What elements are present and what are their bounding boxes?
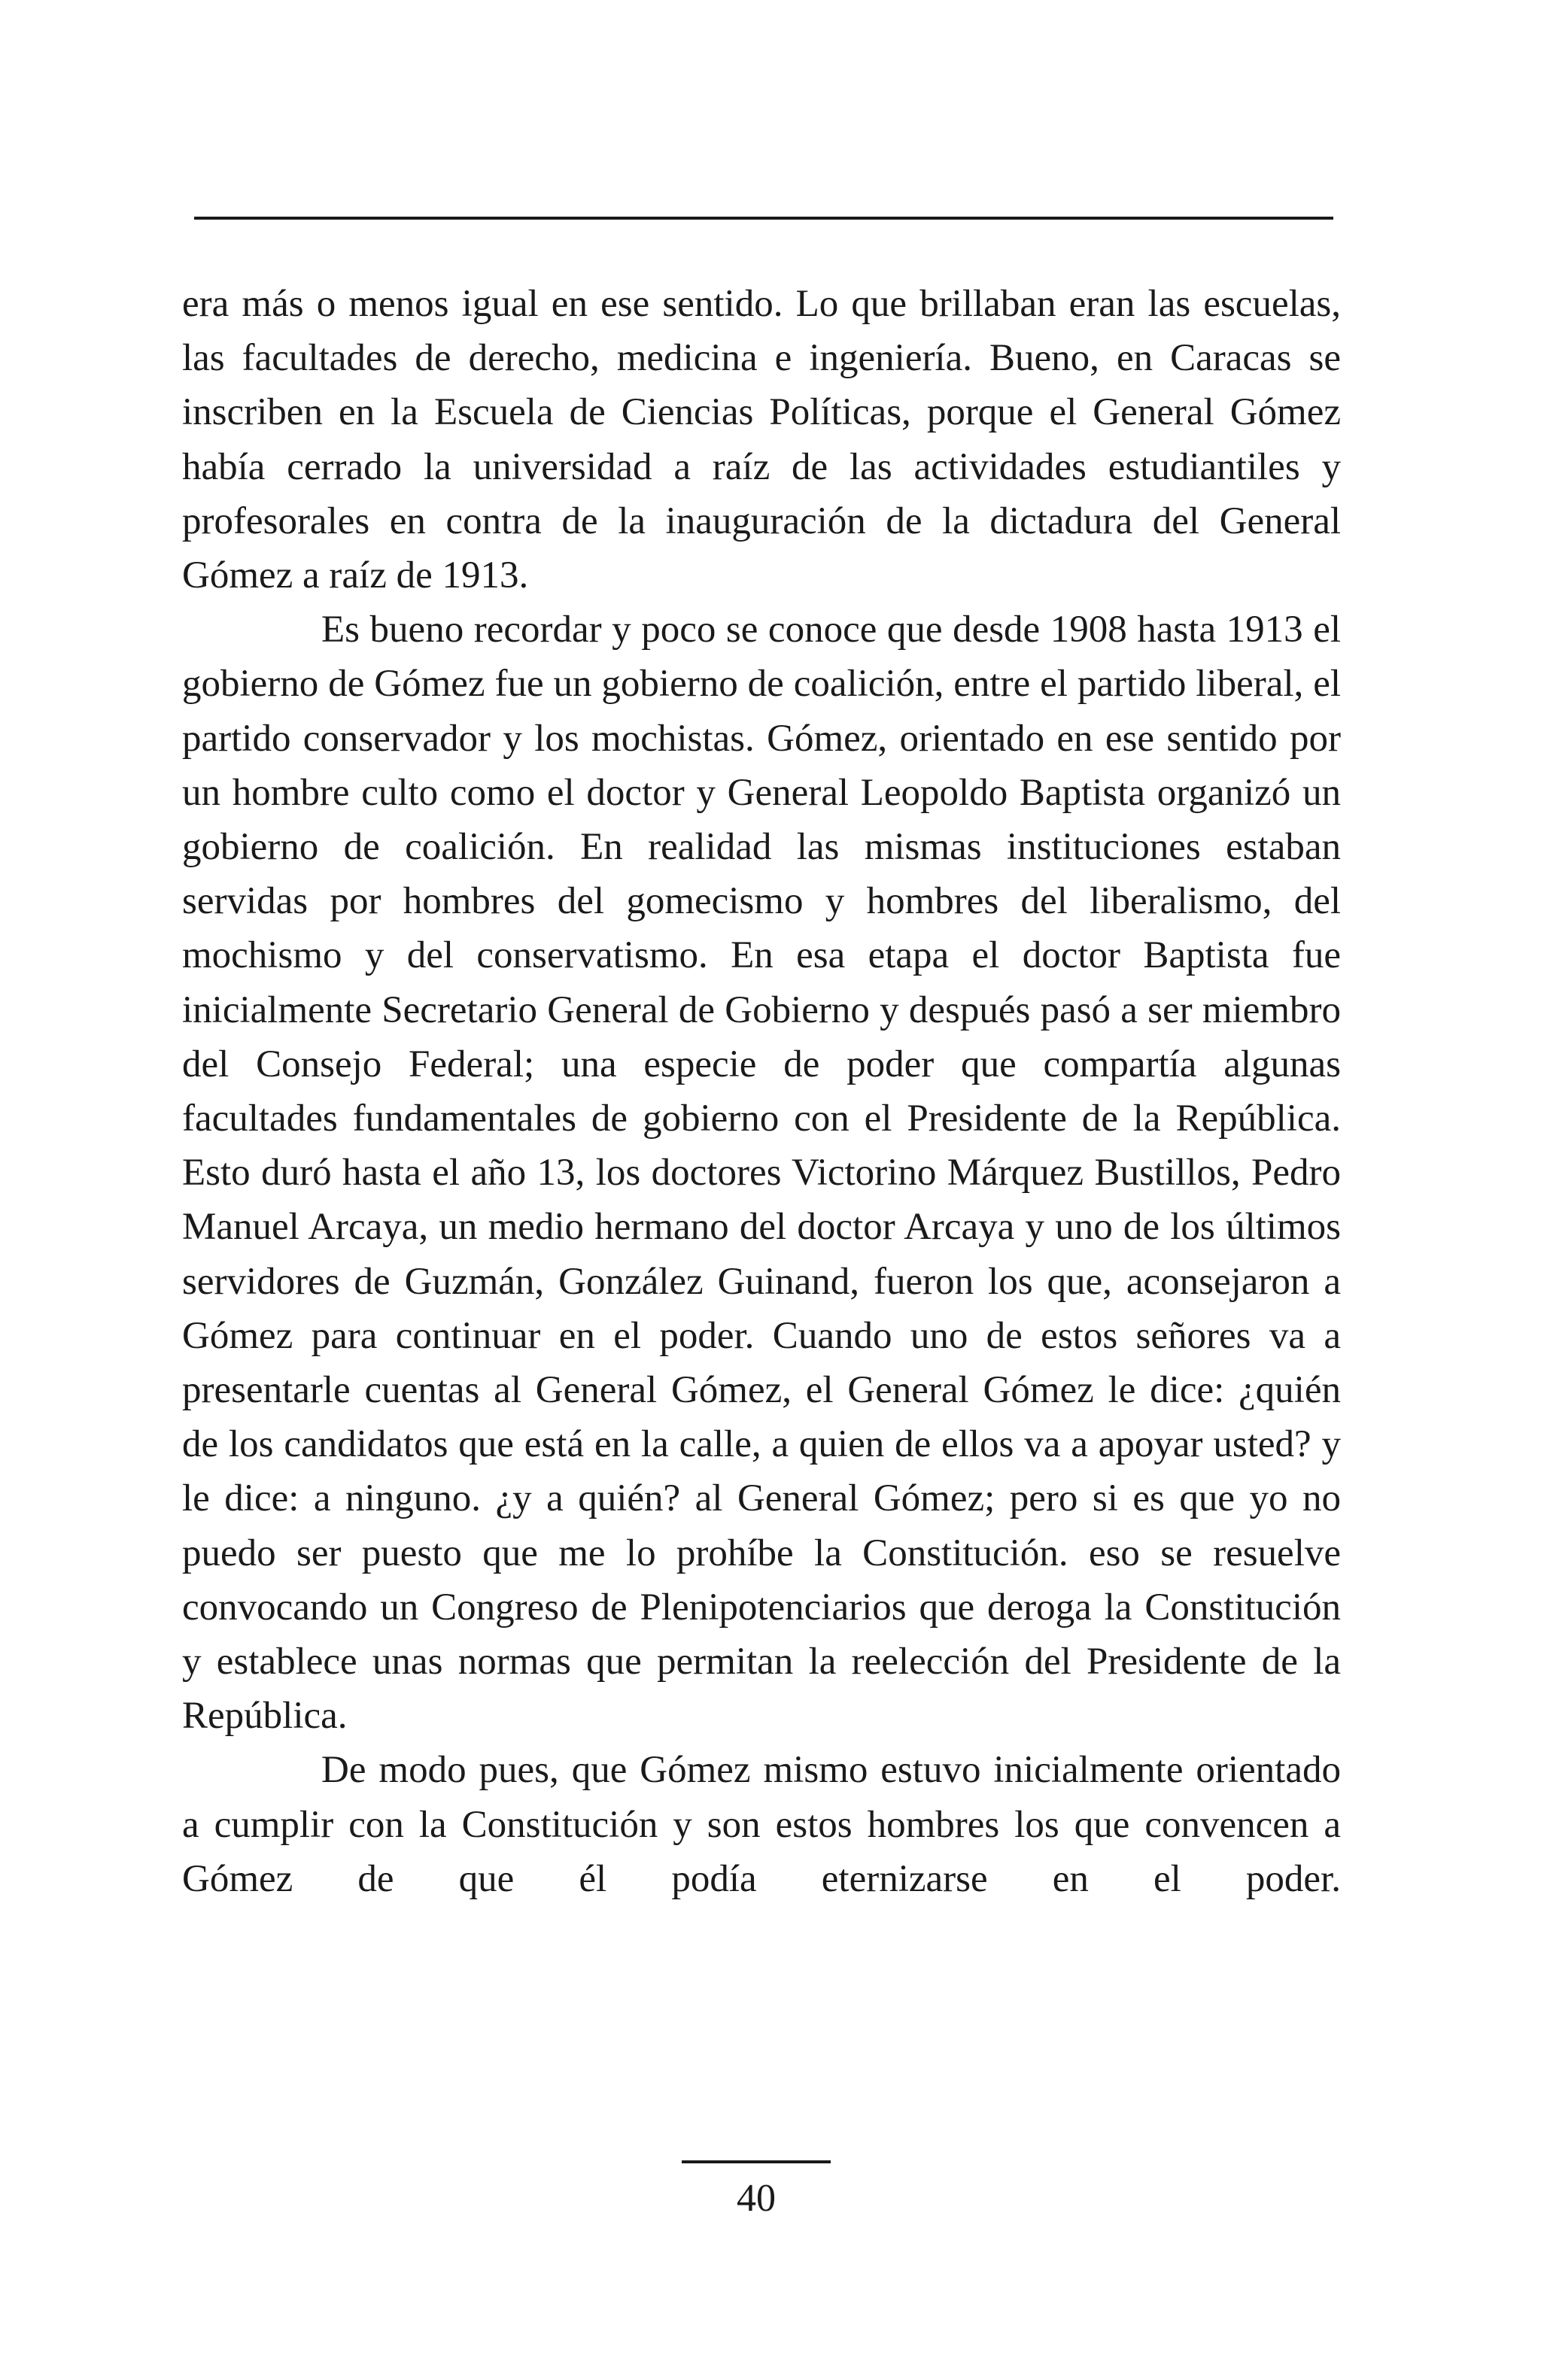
- footer-rule: [682, 2160, 831, 2163]
- paragraph-2: Es bueno recordar y poco se conoce que desde 1908 hasta 1913 el gobierno de Gómez fue un gobierno de coalición, entre el partido liberal, el partido conservador y los mochistas. Gómez, orientado en ese sentido por un hombre culto como el doctor y General Leopoldo Baptista organizó un gobierno de coalición. En realidad las mismas instituciones estaban servidas por hombres del gomecismo y hombres del liberalismo, del mochismo y del conservatismo. En esa etapa el doctor Baptista fue inicialmente Secretario General de Gobierno y después pasó a ser miembro del Consejo Federal; una especie de poder que compartía algunas facultades fundamentales de gobierno con el Presidente de la República. Esto duró hasta el año 13, los doctores Victorino Márquez Bustillos, Pedro Manuel Arcaya, un medio hermano del doctor Arcaya y uno de los últimos servidores de Guzmán, González Guinand, fueron los que, aconsejaron a Gómez para continuar en el poder. Cuando uno de estos señores va a presentarle cuentas al General Gómez, el General Gómez le dice: ¿quién de los candidatos que está en la calle, a quien de ellos va a apoyar usted? y le dice: a ninguno. ¿y a quién? al General Gómez; pero si es que yo no puedo ser puesto que me lo prohíbe la Constitución. eso se resuelve convocando un Congreso de Plenipotenciarios que deroga la Constitución y establece unas normas que permitan la reelección del Presidente de la República.: [182, 609, 1341, 1738]
- page-number: 40: [737, 2177, 776, 2220]
- paragraph-3: De modo pues, que Gómez mismo estuvo inicialmente orientado a cumplir con la Constitución y son estos hombres los que convencen a Gómez de que él podía eternizarse en el poder.: [182, 1749, 1341, 1900]
- body-text: [182, 277, 1341, 1906]
- header-rule: [194, 217, 1333, 220]
- paragraph-1: era más o menos igual en ese sentido. Lo que brillaban eran las escuelas, las facultades de derecho, medicina e ingeniería. Bueno, en Caracas se inscriben en la Escuela de Ciencias Políticas, porque el General Gómez había cerrado la universidad a raíz de las actividades estudiantiles y profesorales en contra de la inauguración de la dictadura del General Gómez a raíz de 1913.: [182, 283, 1341, 597]
